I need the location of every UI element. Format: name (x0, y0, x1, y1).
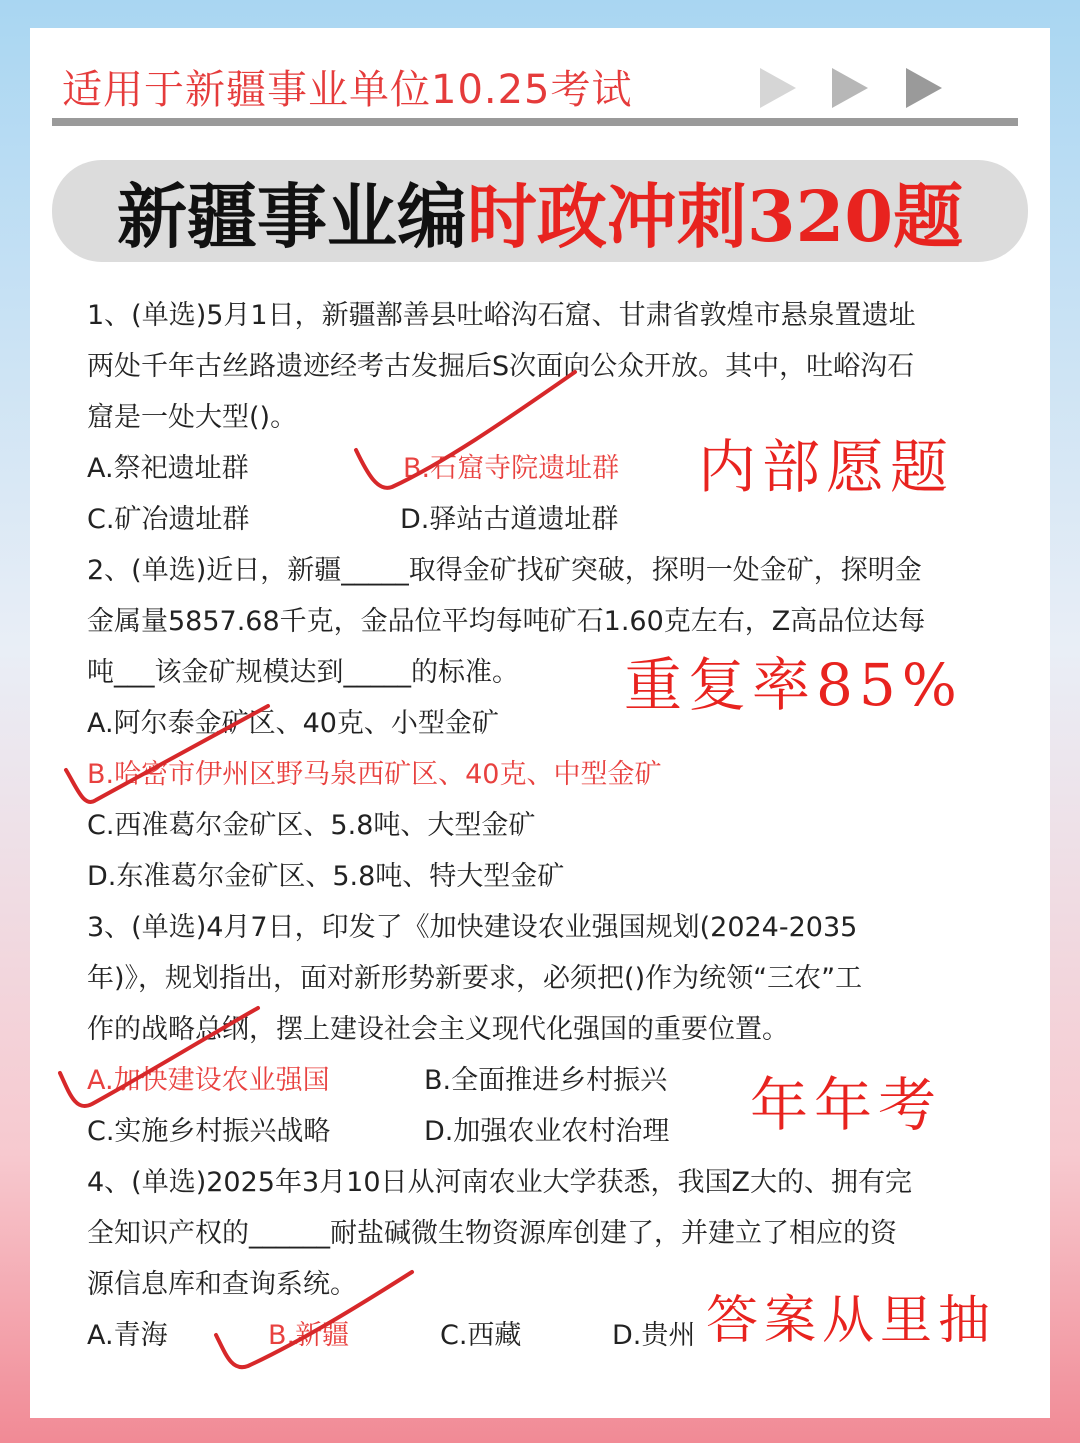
header-divider (52, 118, 1018, 126)
question-2-option-b: B.哈密市伊州区野马泉西矿区、40克、中型金矿 (87, 759, 662, 790)
stamp-repeat-rate: 重复率85% (624, 651, 963, 719)
question-1-text: 1、(单选)5月1日，新疆鄯善县吐峪沟石窟、甘肃省敦煌市悬泉置遗址 (87, 300, 916, 331)
question-2-text: 吨___该金矿规模达到_____的标准。 (87, 657, 519, 688)
question-3-text: 3、(单选)4月7日，印发了《加快建设农业强国规划(2024-2035 (87, 912, 858, 943)
question-4-option-a: A.青海 (87, 1320, 168, 1351)
question-4-option-d: D.贵州 (612, 1320, 696, 1351)
question-2-option-a: A.阿尔泰金矿区、40克、小型金矿 (87, 708, 499, 739)
question-2-option-c: C.西准葛尔金矿区、5.8吨、大型金矿 (87, 810, 536, 841)
question-3-option-d: D.加强农业农村治理 (424, 1116, 670, 1147)
question-3-option-a: A.加快建设农业强国 (87, 1065, 330, 1096)
title-banner (52, 160, 1028, 262)
question-2-option-d: D.东准葛尔金矿区、5.8吨、特大型金矿 (87, 861, 565, 892)
question-3-text: 作的战略总纲，摆上建设社会主义现代化强国的重要位置。 (87, 1014, 789, 1045)
title-dark: 新疆事业编 (116, 174, 467, 258)
stamp-answers: 答案从里抽 (706, 1291, 997, 1351)
question-1-text: 两处千年古丝路遗迹经考古发掘后S次面向公众开放。其中，吐峪沟石 (87, 351, 915, 382)
header-subtitle: 适用于新疆事业单位10.25考试 (62, 67, 633, 113)
play-icon (832, 68, 868, 108)
question-1-option-d: D.驿站古道遗址群 (400, 504, 619, 535)
question-3-option-c: C.实施乡村振兴战略 (87, 1116, 331, 1147)
question-1-option-a: A.祭祀遗址群 (87, 453, 249, 484)
play-icon (906, 68, 942, 108)
question-4-text: 4、(单选)2025年3月10日从河南农业大学获悉，我国Z大的、拥有完 (87, 1167, 912, 1198)
question-2-text: 2、(单选)近日，新疆_____取得金矿找矿突破，探明一处金矿，探明金 (87, 555, 922, 586)
question-4-text: 全知识产权的______耐盐碱微生物资源库创建了，并建立了相应的资 (87, 1218, 897, 1249)
document-card (30, 28, 1050, 1418)
question-1-option-c: C.矿冶遗址群 (87, 504, 250, 535)
stamp-internal-questions: 内部愿题 (698, 433, 955, 501)
question-1-text: 窟是一处大型()。 (87, 402, 298, 433)
question-4-option-c: C.西藏 (440, 1320, 522, 1351)
question-3-text: 年)》，规划指出，面对新形势新要求，必须把()作为统领“三农”工 (87, 963, 863, 994)
stamp-yearly: 年年考 (750, 1071, 943, 1139)
question-4-text: 源信息库和查询系统。 (87, 1269, 357, 1300)
question-4-option-b: B.新疆 (268, 1320, 350, 1351)
play-icon (760, 68, 796, 108)
question-1-option-b: B.石窟寺院遗址群 (403, 453, 620, 484)
question-3-option-b: B.全面推进乡村振兴 (424, 1065, 668, 1096)
title-red: 时政冲刺320题 (466, 174, 964, 258)
question-2-text: 金属量5857.68千克，金品位平均每吨矿石1.60克左右，Z高品位达每 (87, 606, 926, 637)
